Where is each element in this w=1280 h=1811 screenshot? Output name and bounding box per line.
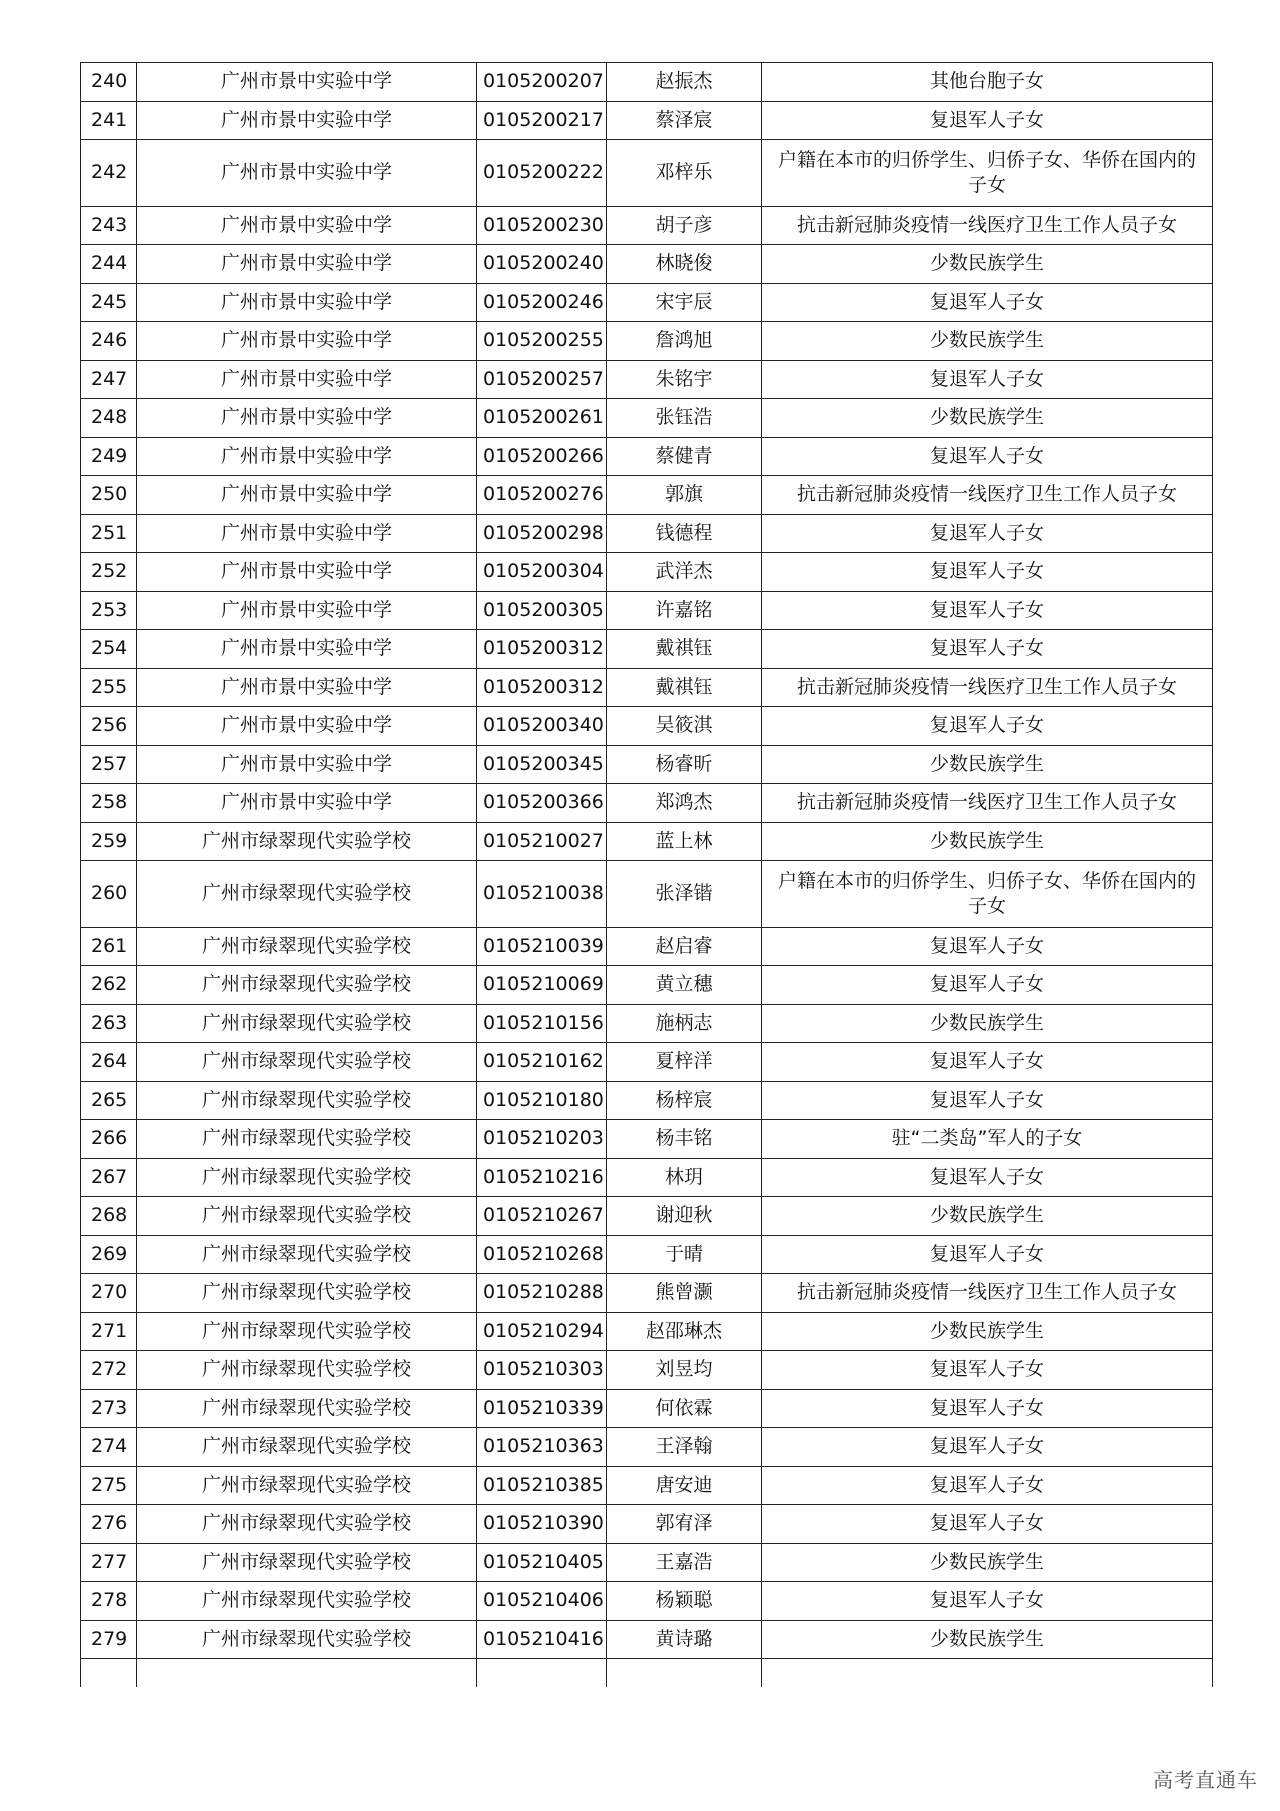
row-number: 245 [81, 283, 137, 322]
student-name: 于晴 [607, 1235, 762, 1274]
table-row [81, 1582, 1213, 1621]
student-id: 0105200257 [477, 360, 607, 399]
school-name: 广州市绿翠现代实验学校 [137, 1235, 477, 1274]
table-row [81, 1120, 1213, 1159]
row-number: 255 [81, 668, 137, 707]
row-number: 279 [81, 1620, 137, 1659]
student-name: 戴祺钰 [607, 630, 762, 669]
row-number: 246 [81, 322, 137, 361]
school-name: 广州市景中实验中学 [137, 668, 477, 707]
row-number: 254 [81, 630, 137, 669]
student-name: 赵振杰 [607, 63, 762, 102]
student-id: 0105210203 [477, 1120, 607, 1159]
student-id: 0105200305 [477, 591, 607, 630]
school-name: 广州市绿翠现代实验学校 [137, 1466, 477, 1505]
eligibility-category: 抗击新冠肺炎疫情一线医疗卫生工作人员子女 [762, 476, 1213, 515]
student-name: 唐安迪 [607, 1466, 762, 1505]
student-id: 0105210406 [477, 1582, 607, 1621]
row-number: 274 [81, 1428, 137, 1467]
row-number: 261 [81, 927, 137, 966]
student-id: 0105200366 [477, 784, 607, 823]
row-number: 259 [81, 822, 137, 861]
eligibility-category: 复退军人子女 [762, 707, 1213, 746]
student-id: 0105200340 [477, 707, 607, 746]
school-name: 广州市绿翠现代实验学校 [137, 1004, 477, 1043]
row-number: 250 [81, 476, 137, 515]
eligibility-category: 复退军人子女 [762, 553, 1213, 592]
school-name: 广州市绿翠现代实验学校 [137, 1351, 477, 1390]
table-row [81, 668, 1213, 707]
table-row [81, 966, 1213, 1005]
student-id: 0105210069 [477, 966, 607, 1005]
student-name: 钱德程 [607, 514, 762, 553]
eligibility-category: 复退军人子女 [762, 591, 1213, 630]
student-name: 郭旗 [607, 476, 762, 515]
school-name: 广州市绿翠现代实验学校 [137, 1543, 477, 1582]
student-id: 0105200298 [477, 514, 607, 553]
student-name: 邓梓乐 [607, 140, 762, 207]
table-row [81, 784, 1213, 823]
school-name: 广州市景中实验中学 [137, 206, 477, 245]
student-name: 赵启睿 [607, 927, 762, 966]
student-id: 0105200345 [477, 745, 607, 784]
student-id: 0105200230 [477, 206, 607, 245]
row-number: 257 [81, 745, 137, 784]
school-name: 广州市绿翠现代实验学校 [137, 1582, 477, 1621]
student-name: 郑鸿杰 [607, 784, 762, 823]
roster-table [80, 62, 1213, 1687]
eligibility-category: 其他台胞子女 [762, 63, 1213, 102]
eligibility-category: 复退军人子女 [762, 1389, 1213, 1428]
school-name: 广州市绿翠现代实验学校 [137, 1428, 477, 1467]
row-number: 275 [81, 1466, 137, 1505]
student-id: 0105210405 [477, 1543, 607, 1582]
table-row [81, 360, 1213, 399]
table-row [81, 63, 1213, 102]
school-name: 广州市景中实验中学 [137, 784, 477, 823]
student-name: 武洋杰 [607, 553, 762, 592]
table-row [81, 245, 1213, 284]
eligibility-category: 复退军人子女 [762, 437, 1213, 476]
student-name: 宋宇辰 [607, 283, 762, 322]
table-row [81, 745, 1213, 784]
row-number: 264 [81, 1043, 137, 1082]
table-row [81, 476, 1213, 515]
student-id: 0105210268 [477, 1235, 607, 1274]
table-row [81, 399, 1213, 438]
eligibility-category: 复退军人子女 [762, 360, 1213, 399]
student-id: 0105210039 [477, 927, 607, 966]
roster-sheet [80, 62, 1212, 1687]
student-id: 0105210180 [477, 1081, 607, 1120]
student-id: 0105200217 [477, 101, 607, 140]
student-id: 0105210416 [477, 1620, 607, 1659]
row-number: 265 [81, 1081, 137, 1120]
student-id: 0105200261 [477, 399, 607, 438]
student-name: 何依霖 [607, 1389, 762, 1428]
table-row [81, 514, 1213, 553]
student-name: 蔡泽宸 [607, 101, 762, 140]
student-name: 杨丰铭 [607, 1120, 762, 1159]
row-number: 260 [81, 861, 137, 928]
row-number: 249 [81, 437, 137, 476]
table-row [81, 1505, 1213, 1544]
student-name: 黄立穗 [607, 966, 762, 1005]
row-number: 273 [81, 1389, 137, 1428]
row-number: 241 [81, 101, 137, 140]
student-name: 詹鸿旭 [607, 322, 762, 361]
student-id: 0105210339 [477, 1389, 607, 1428]
row-number: 270 [81, 1274, 137, 1313]
student-id: 0105210162 [477, 1043, 607, 1082]
table-row-stub [81, 1659, 1213, 1687]
table-row [81, 140, 1213, 207]
eligibility-category: 少数民族学生 [762, 1543, 1213, 1582]
student-name: 蓝上林 [607, 822, 762, 861]
student-name: 许嘉铭 [607, 591, 762, 630]
eligibility-category: 抗击新冠肺炎疫情一线医疗卫生工作人员子女 [762, 206, 1213, 245]
student-name: 杨梓宸 [607, 1081, 762, 1120]
school-name: 广州市景中实验中学 [137, 630, 477, 669]
table-row [81, 1428, 1213, 1467]
school-name: 广州市景中实验中学 [137, 140, 477, 207]
eligibility-category: 少数民族学生 [762, 822, 1213, 861]
eligibility-category: 抗击新冠肺炎疫情一线医疗卫生工作人员子女 [762, 784, 1213, 823]
student-name: 谢迎秋 [607, 1197, 762, 1236]
school-name: 广州市景中实验中学 [137, 245, 477, 284]
eligibility-category: 少数民族学生 [762, 1620, 1213, 1659]
school-name: 广州市绿翠现代实验学校 [137, 1505, 477, 1544]
school-name: 广州市绿翠现代实验学校 [137, 1389, 477, 1428]
school-name: 广州市绿翠现代实验学校 [137, 1081, 477, 1120]
row-number: 243 [81, 206, 137, 245]
school-name: 广州市景中实验中学 [137, 437, 477, 476]
student-name: 林玥 [607, 1158, 762, 1197]
table-row [81, 591, 1213, 630]
row-number: 247 [81, 360, 137, 399]
row-number: 278 [81, 1582, 137, 1621]
table-row [81, 1466, 1213, 1505]
row-number: 268 [81, 1197, 137, 1236]
eligibility-category: 复退军人子女 [762, 927, 1213, 966]
student-id: 0105210267 [477, 1197, 607, 1236]
student-name: 林晓俊 [607, 245, 762, 284]
table-row [81, 707, 1213, 746]
row-number: 263 [81, 1004, 137, 1043]
eligibility-category: 抗击新冠肺炎疫情一线医疗卫生工作人员子女 [762, 668, 1213, 707]
table-row [81, 1235, 1213, 1274]
student-name: 胡子彦 [607, 206, 762, 245]
student-name: 张钰浩 [607, 399, 762, 438]
school-name: 广州市景中实验中学 [137, 591, 477, 630]
eligibility-category: 复退军人子女 [762, 1428, 1213, 1467]
table-row [81, 1351, 1213, 1390]
student-id: 0105210363 [477, 1428, 607, 1467]
table-row [81, 206, 1213, 245]
school-name: 广州市景中实验中学 [137, 399, 477, 438]
student-id: 0105210303 [477, 1351, 607, 1390]
eligibility-category: 复退军人子女 [762, 514, 1213, 553]
student-id: 0105210390 [477, 1505, 607, 1544]
table-row [81, 437, 1213, 476]
student-id: 0105200304 [477, 553, 607, 592]
student-id: 0105210027 [477, 822, 607, 861]
school-name: 广州市景中实验中学 [137, 553, 477, 592]
eligibility-category: 复退军人子女 [762, 1582, 1213, 1621]
table-row [81, 1043, 1213, 1082]
row-number: 258 [81, 784, 137, 823]
school-name: 广州市绿翠现代实验学校 [137, 861, 477, 928]
school-name: 广州市景中实验中学 [137, 360, 477, 399]
student-id: 0105200246 [477, 283, 607, 322]
student-id: 0105200312 [477, 630, 607, 669]
student-name: 王泽翰 [607, 1428, 762, 1467]
student-id: 0105210216 [477, 1158, 607, 1197]
eligibility-category: 复退军人子女 [762, 1466, 1213, 1505]
table-row [81, 927, 1213, 966]
row-number: 276 [81, 1505, 137, 1544]
eligibility-category: 复退军人子女 [762, 283, 1213, 322]
school-name: 广州市景中实验中学 [137, 322, 477, 361]
row-number: 242 [81, 140, 137, 207]
student-id: 0105200255 [477, 322, 607, 361]
student-name: 刘昱均 [607, 1351, 762, 1390]
eligibility-category: 驻“二类岛”军人的子女 [762, 1120, 1213, 1159]
table-row [81, 553, 1213, 592]
student-name: 施柄志 [607, 1004, 762, 1043]
table-row [81, 1197, 1213, 1236]
table-row [81, 1543, 1213, 1582]
student-id: 0105210038 [477, 861, 607, 928]
table-row [81, 283, 1213, 322]
table-row [81, 1312, 1213, 1351]
row-number: 272 [81, 1351, 137, 1390]
row-number: 277 [81, 1543, 137, 1582]
student-name: 杨睿昕 [607, 745, 762, 784]
school-name: 广州市绿翠现代实验学校 [137, 966, 477, 1005]
row-number: 244 [81, 245, 137, 284]
eligibility-category: 少数民族学生 [762, 745, 1213, 784]
school-name: 广州市绿翠现代实验学校 [137, 1312, 477, 1351]
eligibility-category: 复退军人子女 [762, 101, 1213, 140]
eligibility-category: 抗击新冠肺炎疫情一线医疗卫生工作人员子女 [762, 1274, 1213, 1313]
student-id: 0105210288 [477, 1274, 607, 1313]
school-name: 广州市绿翠现代实验学校 [137, 1043, 477, 1082]
eligibility-category: 复退军人子女 [762, 630, 1213, 669]
table-row [81, 822, 1213, 861]
row-number: 262 [81, 966, 137, 1005]
watermark: 高考直通车 [1153, 1768, 1258, 1792]
student-name: 蔡健青 [607, 437, 762, 476]
roster-body [81, 63, 1213, 1687]
eligibility-category: 少数民族学生 [762, 1312, 1213, 1351]
table-row [81, 1158, 1213, 1197]
table-row [81, 1004, 1213, 1043]
eligibility-category: 复退军人子女 [762, 1081, 1213, 1120]
student-name: 杨颖聪 [607, 1582, 762, 1621]
eligibility-category: 少数民族学生 [762, 399, 1213, 438]
student-id: 0105210385 [477, 1466, 607, 1505]
student-id: 0105200276 [477, 476, 607, 515]
eligibility-category: 户籍在本市的归侨学生、归侨子女、华侨在国内的子女 [762, 140, 1213, 207]
row-number: 253 [81, 591, 137, 630]
table-row [81, 1620, 1213, 1659]
school-name: 广州市绿翠现代实验学校 [137, 1158, 477, 1197]
student-id: 0105200312 [477, 668, 607, 707]
table-row [81, 630, 1213, 669]
student-name: 张泽锴 [607, 861, 762, 928]
student-name: 戴祺钰 [607, 668, 762, 707]
student-name: 黄诗璐 [607, 1620, 762, 1659]
table-row [81, 1389, 1213, 1428]
row-number: 269 [81, 1235, 137, 1274]
student-id: 0105200240 [477, 245, 607, 284]
student-name: 吴筱淇 [607, 707, 762, 746]
eligibility-category: 复退军人子女 [762, 1043, 1213, 1082]
row-number: 271 [81, 1312, 137, 1351]
student-id: 0105210156 [477, 1004, 607, 1043]
row-number: 267 [81, 1158, 137, 1197]
school-name: 广州市景中实验中学 [137, 63, 477, 102]
student-name: 朱铭宇 [607, 360, 762, 399]
student-name: 熊曾灏 [607, 1274, 762, 1313]
eligibility-category: 户籍在本市的归侨学生、归侨子女、华侨在国内的子女 [762, 861, 1213, 928]
student-name: 夏梓洋 [607, 1043, 762, 1082]
school-name: 广州市绿翠现代实验学校 [137, 927, 477, 966]
row-number: 240 [81, 63, 137, 102]
eligibility-category: 复退军人子女 [762, 1351, 1213, 1390]
school-name: 广州市绿翠现代实验学校 [137, 822, 477, 861]
row-number: 252 [81, 553, 137, 592]
table-row [81, 1274, 1213, 1313]
table-row [81, 322, 1213, 361]
student-name: 赵邵琳杰 [607, 1312, 762, 1351]
eligibility-category: 复退军人子女 [762, 1235, 1213, 1274]
eligibility-category: 复退军人子女 [762, 966, 1213, 1005]
eligibility-category: 少数民族学生 [762, 245, 1213, 284]
school-name: 广州市景中实验中学 [137, 514, 477, 553]
school-name: 广州市绿翠现代实验学校 [137, 1274, 477, 1313]
row-number: 248 [81, 399, 137, 438]
student-id: 0105200222 [477, 140, 607, 207]
table-row [81, 101, 1213, 140]
school-name: 广州市景中实验中学 [137, 476, 477, 515]
row-number: 256 [81, 707, 137, 746]
school-name: 广州市景中实验中学 [137, 707, 477, 746]
table-row [81, 1081, 1213, 1120]
student-id: 0105200266 [477, 437, 607, 476]
eligibility-category: 少数民族学生 [762, 1197, 1213, 1236]
school-name: 广州市绿翠现代实验学校 [137, 1120, 477, 1159]
table-row [81, 861, 1213, 928]
school-name: 广州市绿翠现代实验学校 [137, 1620, 477, 1659]
school-name: 广州市景中实验中学 [137, 283, 477, 322]
row-number: 251 [81, 514, 137, 553]
student-id: 0105200207 [477, 63, 607, 102]
eligibility-category: 少数民族学生 [762, 322, 1213, 361]
eligibility-category: 复退军人子女 [762, 1158, 1213, 1197]
school-name: 广州市景中实验中学 [137, 101, 477, 140]
eligibility-category: 复退军人子女 [762, 1505, 1213, 1544]
student-id: 0105210294 [477, 1312, 607, 1351]
school-name: 广州市景中实验中学 [137, 745, 477, 784]
student-name: 王嘉浩 [607, 1543, 762, 1582]
eligibility-category: 少数民族学生 [762, 1004, 1213, 1043]
row-number: 266 [81, 1120, 137, 1159]
school-name: 广州市绿翠现代实验学校 [137, 1197, 477, 1236]
student-name: 郭宥泽 [607, 1505, 762, 1544]
